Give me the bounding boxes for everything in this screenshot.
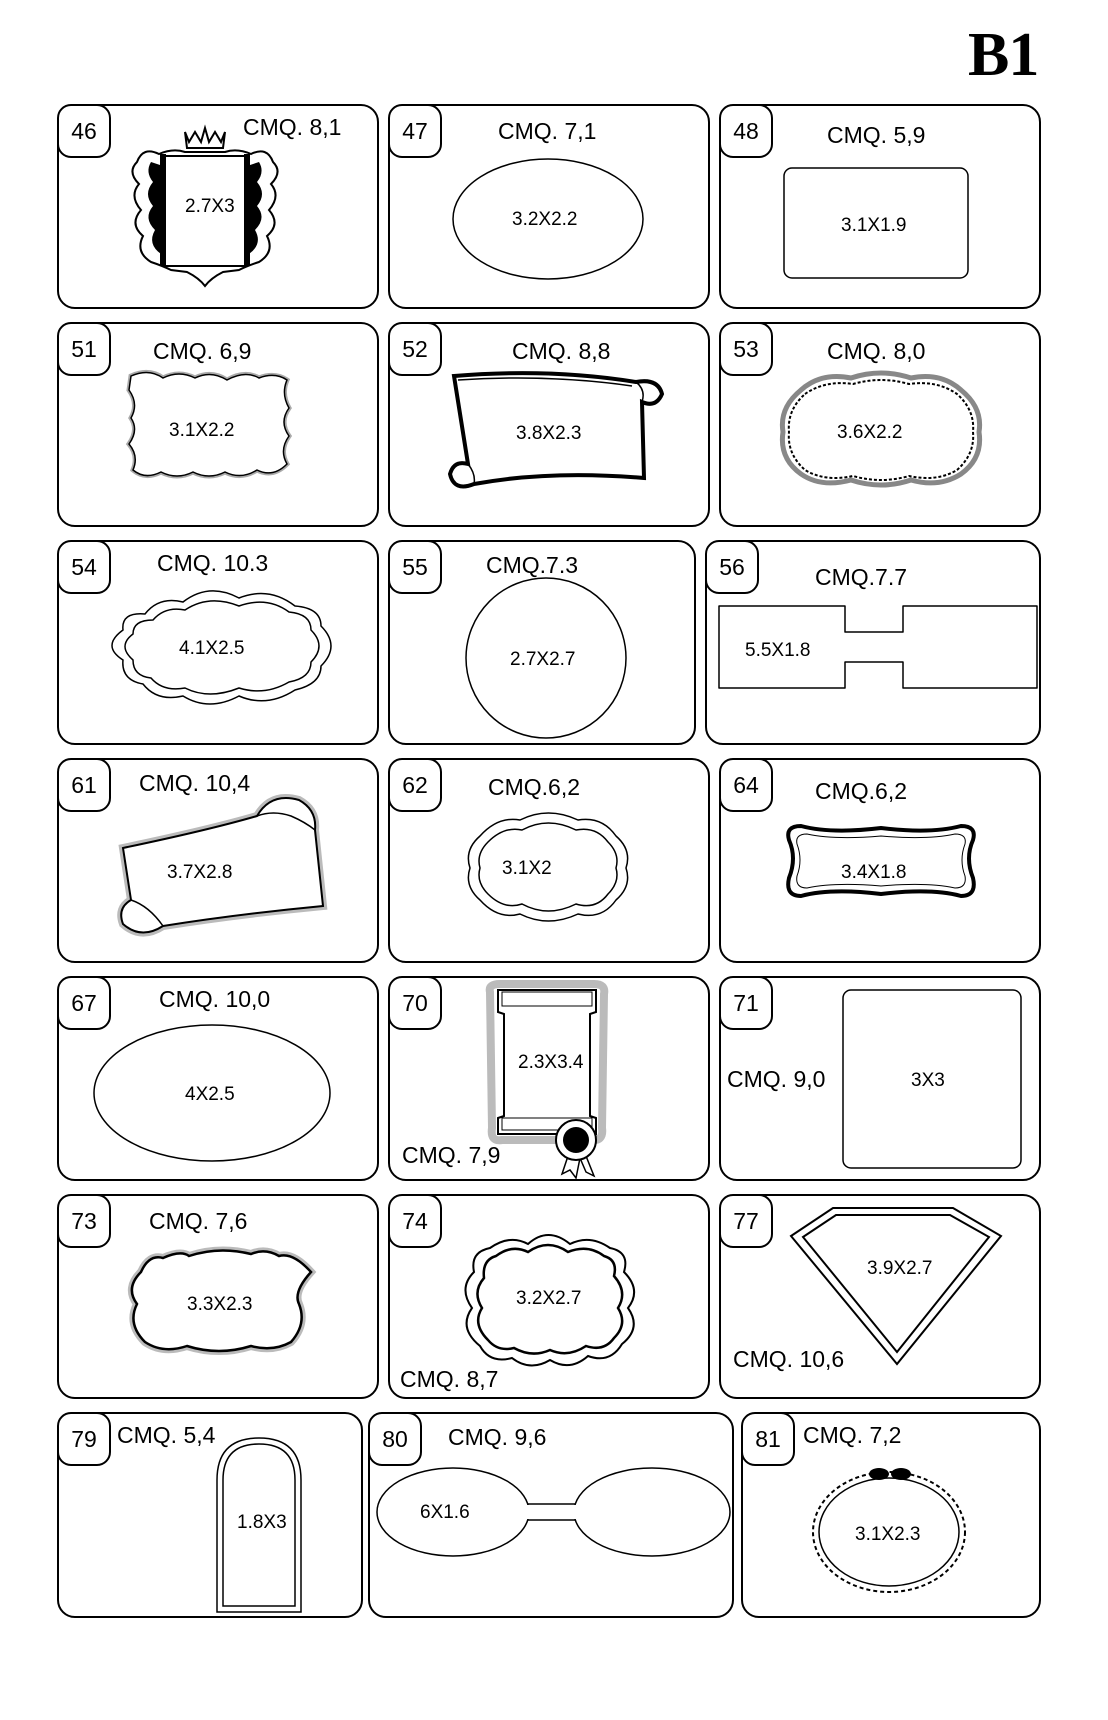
- product-card-64[interactable]: [719, 758, 1041, 963]
- size-label: 3.1X2.3: [855, 1524, 921, 1545]
- product-card-79[interactable]: [57, 1412, 363, 1618]
- cmq-label: CMQ.6,2: [488, 774, 581, 800]
- product-card-81[interactable]: [741, 1412, 1041, 1618]
- product-card-71[interactable]: [719, 976, 1041, 1181]
- item-number: 47: [388, 104, 442, 158]
- size-label: 5.5X1.8: [745, 640, 811, 661]
- cmq-label: CMQ. 10,6: [733, 1346, 845, 1372]
- cmq-label: CMQ. 7,1: [498, 118, 597, 144]
- product-card-52[interactable]: [388, 322, 710, 527]
- size-label: 3.1X2: [502, 858, 552, 879]
- product-card-67[interactable]: [57, 976, 379, 1181]
- size-label: 2.7X3: [185, 196, 235, 217]
- item-number: 61: [57, 758, 111, 812]
- item-number: 80: [368, 1412, 422, 1466]
- cmq-label: CMQ. 7,2: [803, 1422, 902, 1448]
- size-label: 3.2X2.7: [516, 1288, 582, 1309]
- item-number: 64: [719, 758, 773, 812]
- item-number: 54: [57, 540, 111, 594]
- product-card-77[interactable]: [719, 1194, 1041, 1399]
- size-label: 3X3: [911, 1070, 945, 1091]
- size-label: 3.7X2.8: [167, 862, 233, 883]
- product-card-47[interactable]: [388, 104, 710, 309]
- item-number: 51: [57, 322, 111, 376]
- size-label: 3.9X2.7: [867, 1258, 933, 1279]
- cmq-label: CMQ.7.3: [486, 552, 579, 578]
- cmq-label: CMQ. 10,0: [159, 986, 271, 1012]
- size-label: 2.3X3.4: [518, 1052, 584, 1073]
- size-label: 3.4X1.8: [841, 862, 907, 883]
- cmq-label: CMQ. 5,4: [117, 1422, 216, 1448]
- product-card-56[interactable]: [705, 540, 1041, 745]
- cmq-label: CMQ. 5,9: [827, 122, 926, 148]
- item-number: 46: [57, 104, 111, 158]
- cmq-label: CMQ. 10.3: [157, 550, 269, 576]
- product-card-73[interactable]: [57, 1194, 379, 1399]
- product-card-80[interactable]: [368, 1412, 734, 1618]
- item-number: 48: [719, 104, 773, 158]
- cmq-label: CMQ.7.7: [815, 564, 908, 590]
- size-label: 2.7X2.7: [510, 649, 576, 670]
- product-card-48[interactable]: [719, 104, 1041, 309]
- size-label: 3.1X1.9: [841, 215, 907, 236]
- product-card-62[interactable]: [388, 758, 710, 963]
- item-number: 81: [741, 1412, 795, 1466]
- page-code: B1: [968, 21, 1039, 89]
- size-label: 3.3X2.3: [187, 1294, 253, 1315]
- item-number: 74: [388, 1194, 442, 1248]
- size-label: 4.1X2.5: [179, 638, 245, 659]
- item-number: 56: [705, 540, 759, 594]
- dumbbell-tag-icon: [370, 1414, 736, 1620]
- size-label: 4X2.5: [185, 1084, 235, 1105]
- size-label: 3.1X2.2: [169, 420, 235, 441]
- size-label: 1.8X3: [237, 1512, 287, 1533]
- cmq-label: CMQ. 9,0: [727, 1066, 826, 1092]
- cmq-label: CMQ. 7,9: [402, 1142, 501, 1168]
- cmq-label: CMQ. 10,4: [139, 770, 251, 796]
- item-number: 52: [388, 322, 442, 376]
- item-number: 55: [388, 540, 442, 594]
- size-label: 3.6X2.2: [837, 422, 903, 443]
- product-card-53[interactable]: [719, 322, 1041, 527]
- item-number: 71: [719, 976, 773, 1030]
- product-card-54[interactable]: [57, 540, 379, 745]
- product-card-61[interactable]: [57, 758, 379, 963]
- item-number: 70: [388, 976, 442, 1030]
- product-card-70[interactable]: [388, 976, 710, 1181]
- size-label: 6X1.6: [420, 1502, 470, 1523]
- product-card-51[interactable]: [57, 322, 379, 527]
- size-label: 3.2X2.2: [512, 209, 578, 230]
- cmq-label: CMQ. 7,6: [149, 1208, 248, 1234]
- cmq-label: CMQ. 8,1: [243, 114, 342, 140]
- product-card-74[interactable]: [388, 1194, 710, 1399]
- item-number: 79: [57, 1412, 111, 1466]
- cmq-label: CMQ. 6,9: [153, 338, 252, 364]
- cmq-label: CMQ. 8,0: [827, 338, 926, 364]
- cmq-label: CMQ. 8,7: [400, 1366, 499, 1392]
- cmq-label: CMQ.6,2: [815, 778, 908, 804]
- product-card-46[interactable]: [57, 104, 379, 309]
- item-number: 73: [57, 1194, 111, 1248]
- cmq-label: CMQ. 9,6: [448, 1424, 547, 1450]
- item-number: 77: [719, 1194, 773, 1248]
- item-number: 53: [719, 322, 773, 376]
- product-card-55[interactable]: [388, 540, 696, 745]
- cmq-label: CMQ. 8,8: [512, 338, 611, 364]
- item-number: 62: [388, 758, 442, 812]
- item-number: 67: [57, 976, 111, 1030]
- size-label: 3.8X2.3: [516, 423, 582, 444]
